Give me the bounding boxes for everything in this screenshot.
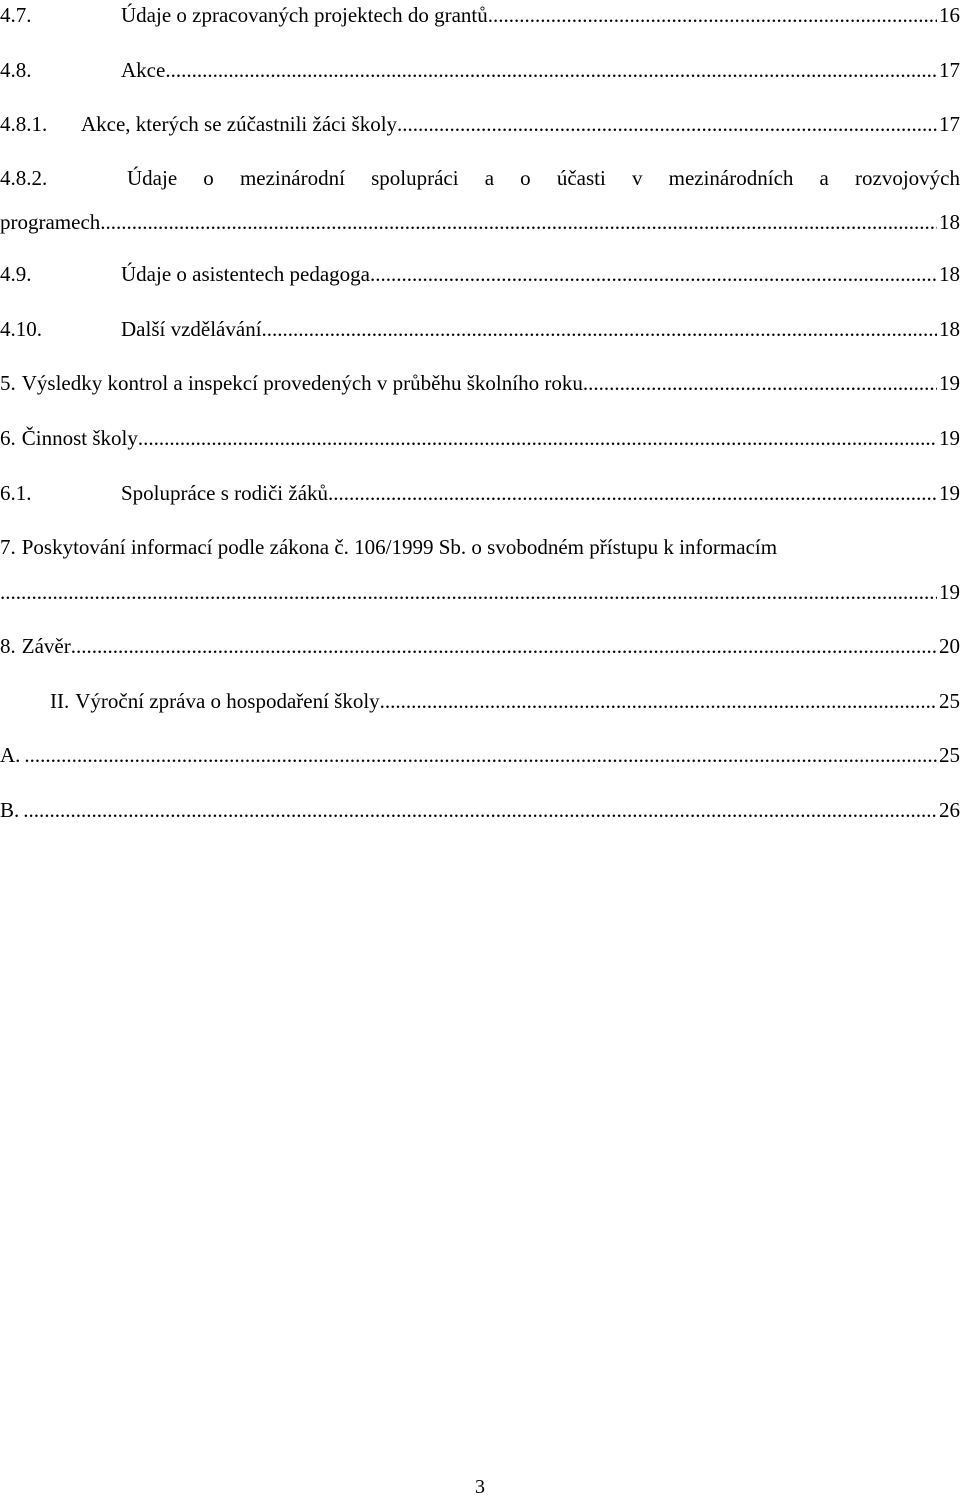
- toc-title: Činnost školy: [21, 426, 138, 450]
- page-number: 3: [475, 1476, 485, 1498]
- toc-leader: [24, 740, 937, 770]
- toc-number: 4.9.: [0, 262, 32, 286]
- toc-number: A.: [0, 743, 21, 767]
- toc-number: 4.8.2.: [0, 166, 48, 190]
- toc-number: 7.: [0, 535, 16, 559]
- toc-entry-4-10[interactable]: [0, 314, 960, 344]
- toc-page: 18: [939, 262, 960, 286]
- toc-entry-6[interactable]: [0, 423, 960, 453]
- toc-page: 16: [939, 3, 960, 27]
- toc-page: 17: [939, 58, 960, 82]
- toc-entry-4-8-2-continued[interactable]: [0, 207, 960, 237]
- toc-page: 17: [939, 112, 960, 136]
- toc-entry-4-8-2[interactable]: [0, 163, 960, 193]
- toc-number: 4.8.1.: [0, 112, 48, 136]
- toc-number: 4.10.: [0, 317, 42, 341]
- toc-page: 19: [939, 481, 960, 505]
- toc-page: 18: [939, 210, 960, 234]
- toc-title-line1: Údaje o mezinárodní spolupráci a o účasti v mezinárodních a rozvojových: [127, 166, 960, 190]
- toc-title: Údaje o asistentech pedagoga: [121, 262, 370, 286]
- toc-title: Spolupráce s rodiči žáků: [121, 481, 329, 505]
- toc-leader: [370, 259, 937, 289]
- toc-leader: [23, 795, 937, 825]
- toc-entry-5[interactable]: [0, 368, 960, 398]
- toc-page: 19: [939, 371, 960, 395]
- toc-page: 25: [939, 743, 960, 767]
- toc-title: Akce, kterých se zúčastnili žáci školy: [81, 112, 398, 136]
- toc-entry-II[interactable]: [0, 686, 960, 716]
- toc-number: 4.7.: [0, 3, 32, 27]
- toc-leader: [380, 686, 937, 716]
- toc-entry-B[interactable]: [0, 795, 960, 825]
- toc-entry-4-9[interactable]: [0, 259, 960, 289]
- toc-number: 6.1.: [0, 481, 32, 505]
- toc-title-line1: Poskytování informací podle zákona č. 106/1999 Sb. o svobodném přístupu k informacím: [21, 535, 778, 559]
- toc-page: 19: [939, 580, 960, 604]
- toc-leader: [397, 109, 937, 139]
- toc-leader: [328, 478, 937, 508]
- toc-page: 26: [939, 798, 960, 822]
- toc-entry-4-7[interactable]: [0, 0, 960, 30]
- toc-leader: [138, 423, 937, 453]
- toc-entry-4-8-1[interactable]: [0, 109, 960, 139]
- toc-entry-4-8[interactable]: [0, 55, 960, 85]
- toc-leader: [583, 368, 937, 398]
- toc-leader: [262, 314, 937, 344]
- toc-number: 6.: [0, 426, 16, 450]
- toc-entry-A[interactable]: [0, 740, 960, 770]
- toc-number: B.: [0, 798, 20, 822]
- toc-entry-6-1[interactable]: [0, 478, 960, 508]
- toc-title: Závěr: [21, 634, 71, 658]
- toc-title: Další vzdělávání: [121, 317, 262, 341]
- toc-number: II.: [50, 689, 70, 713]
- toc-entry-7-continued[interactable]: [0, 577, 960, 607]
- toc-number: 8.: [0, 634, 16, 658]
- toc-number: 4.8.: [0, 58, 32, 82]
- toc-page: 18: [939, 317, 960, 341]
- toc-leader: [100, 207, 937, 237]
- toc-title: Výsledky kontrol a inspekcí provedených v průběhu školního roku: [21, 371, 583, 395]
- toc-title-line2: programech: [0, 210, 101, 234]
- toc-leader: [0, 577, 937, 607]
- toc-title: Údaje o zpracovaných projektech do grantů: [121, 3, 488, 27]
- toc-page: 19: [939, 426, 960, 450]
- toc-entry-8[interactable]: [0, 631, 960, 661]
- toc-title: Výroční zpráva o hospodaření školy: [75, 689, 380, 713]
- toc-leader: [71, 631, 937, 661]
- toc-entry-7[interactable]: [0, 532, 960, 562]
- toc-page: 20: [939, 634, 960, 658]
- toc-leader: [488, 0, 937, 30]
- toc-number: 5.: [0, 371, 16, 395]
- toc-leader: [165, 55, 937, 85]
- toc-page: 25: [939, 689, 960, 713]
- toc-title: Akce: [121, 58, 166, 82]
